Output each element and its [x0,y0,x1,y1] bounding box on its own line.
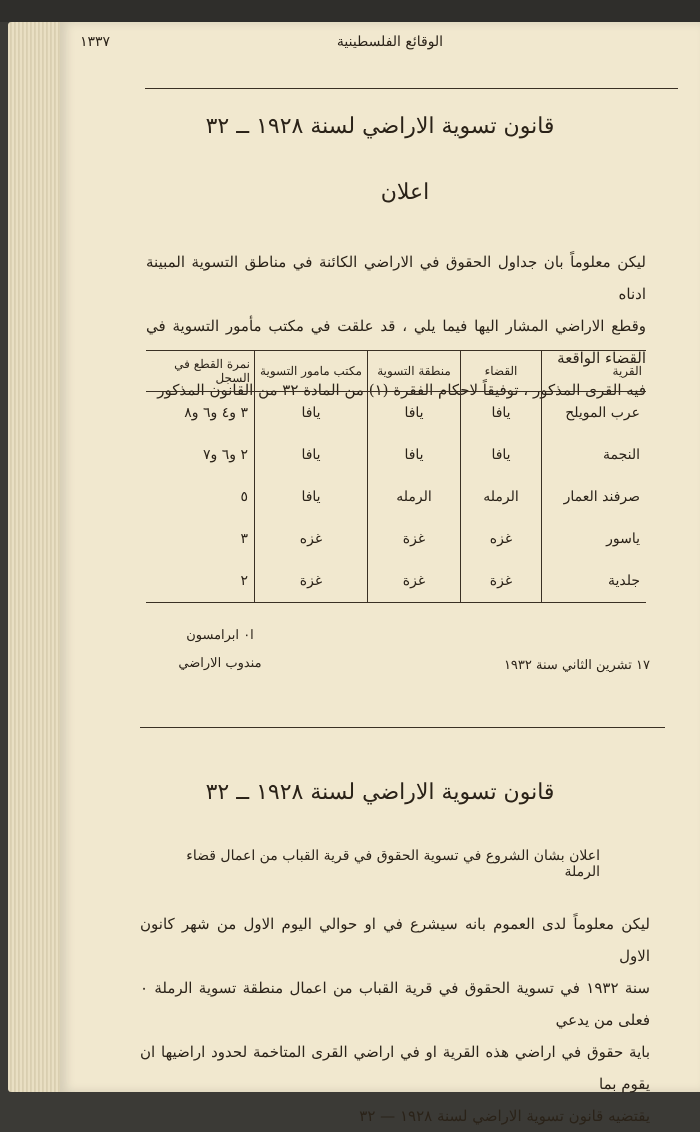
paragraph-line: باية حقوق في اراضي هذه القرية او في اراضي القرى المتاخمة لحدود اراضيها ان يقوم بما [140,1043,650,1093]
cell-parcel-numbers: ٣ و٤ و٦ و٨ [146,392,255,435]
table-row [146,392,646,435]
cell-settlement-area: يافا [368,434,461,476]
notice2-subtitle: اعلان بشان الشروع في تسوية الحقوق في قرية القباب من اعمال قضاء الرملة [186,848,600,880]
paragraph-line: يقتضيه قانون تسوية الاراضي لسنة ١٩٢٨ — ٣٢ [359,1107,650,1125]
cell-settlement-office: يافا [255,392,368,435]
cell-subdistrict: يافا [461,434,542,476]
signatory-name: ا٠ ابرامسون [186,628,254,643]
cell-settlement-office: يافا [255,476,368,518]
cell-settlement-office: يافا [255,434,368,476]
cell-village: جلدية [542,560,647,603]
table-row [146,434,646,476]
section-divider [140,727,665,728]
header-rule [145,88,678,89]
cell-settlement-area: يافا [368,392,461,435]
col-village: القرية [542,351,647,392]
cell-settlement-office: غزه [255,518,368,560]
cell-village: صرفند العمار [563,489,640,505]
cell-village: النجمة [602,447,640,463]
notice2-title: قانون تسوية الاراضي لسنة ١٩٢٨ ــ ٣٢ [205,780,555,805]
cell-settlement-area: غزة [368,560,461,603]
page-number: ١٣٣٧ [80,34,111,50]
cell-village: ياسور [606,531,640,547]
paragraph-line: سنة ١٩٣٢ في تسوية الحقوق في قرية القباب من اعمال منطقة تسوية الرملة ٠ فعلى من يدعي [140,979,650,1029]
cell-subdistrict: غزة [461,560,542,603]
col-subdistrict: القضاء [461,351,542,392]
cell-subdistrict: غزه [461,518,542,560]
book-page-edges [8,22,68,1092]
paragraph-line: ليكن معلوماً لدى العموم بانه سيشرع في او حوالي اليوم الاول من شهر كانون الاول [140,915,650,965]
table-row [146,560,646,603]
scan-background [0,0,700,22]
cell-settlement-area: غزة [368,518,461,560]
cell-parcel-numbers: ٣ [146,518,255,560]
notice1-date: ١٧ تشرين الثاني سنة ١٩٣٢ [503,658,650,673]
paragraph-line: وقطع الاراضي المشار اليها فيما يلي ، قد علقت في مكتب مأمور التسوية في القضاء الواقعة [146,317,646,367]
cell-subdistrict: الرمله [461,476,542,518]
cell-village: عرب المويلح [565,405,640,421]
table-row [146,476,646,518]
notice1-title: قانون تسوية الاراضي لسنة ١٩٢٨ ــ ٣٢ [205,114,555,139]
notice2-paragraph [140,908,650,1132]
signatory-title: مندوب الاراضي [178,656,262,671]
col-settlement-area: منطقة التسوية [368,351,461,392]
settlement-table [146,350,646,603]
table-row [146,518,646,560]
cell-subdistrict: يافا [461,392,542,435]
notice1-heading: اعلان [380,180,430,205]
paragraph-line: فيه القرى المذكور ، توفيقاً لاحكام الفقرة (١) من المادة ٣٢ من القانون المذكور [157,381,646,399]
cell-parcel-numbers: ٢ و٦ و٧ [146,434,255,476]
gazette-header-title: الوقائع الفلسطينية [336,34,444,50]
table-header-row [146,351,646,392]
paragraph-line: ليكن معلوماً بان جداول الحقوق في الاراضي الكائنة في مناطق التسوية المبينة ادناه [146,253,646,303]
col-parcel-numbers: نمرة القطع في السجل [146,351,255,392]
col-settlement-office: مكتب مامور التسوية [255,351,368,392]
cell-parcel-numbers: ٢ [146,560,255,603]
cell-parcel-numbers: ٥ [146,476,255,518]
cell-settlement-area: الرمله [368,476,461,518]
cell-settlement-office: غزة [255,560,368,603]
